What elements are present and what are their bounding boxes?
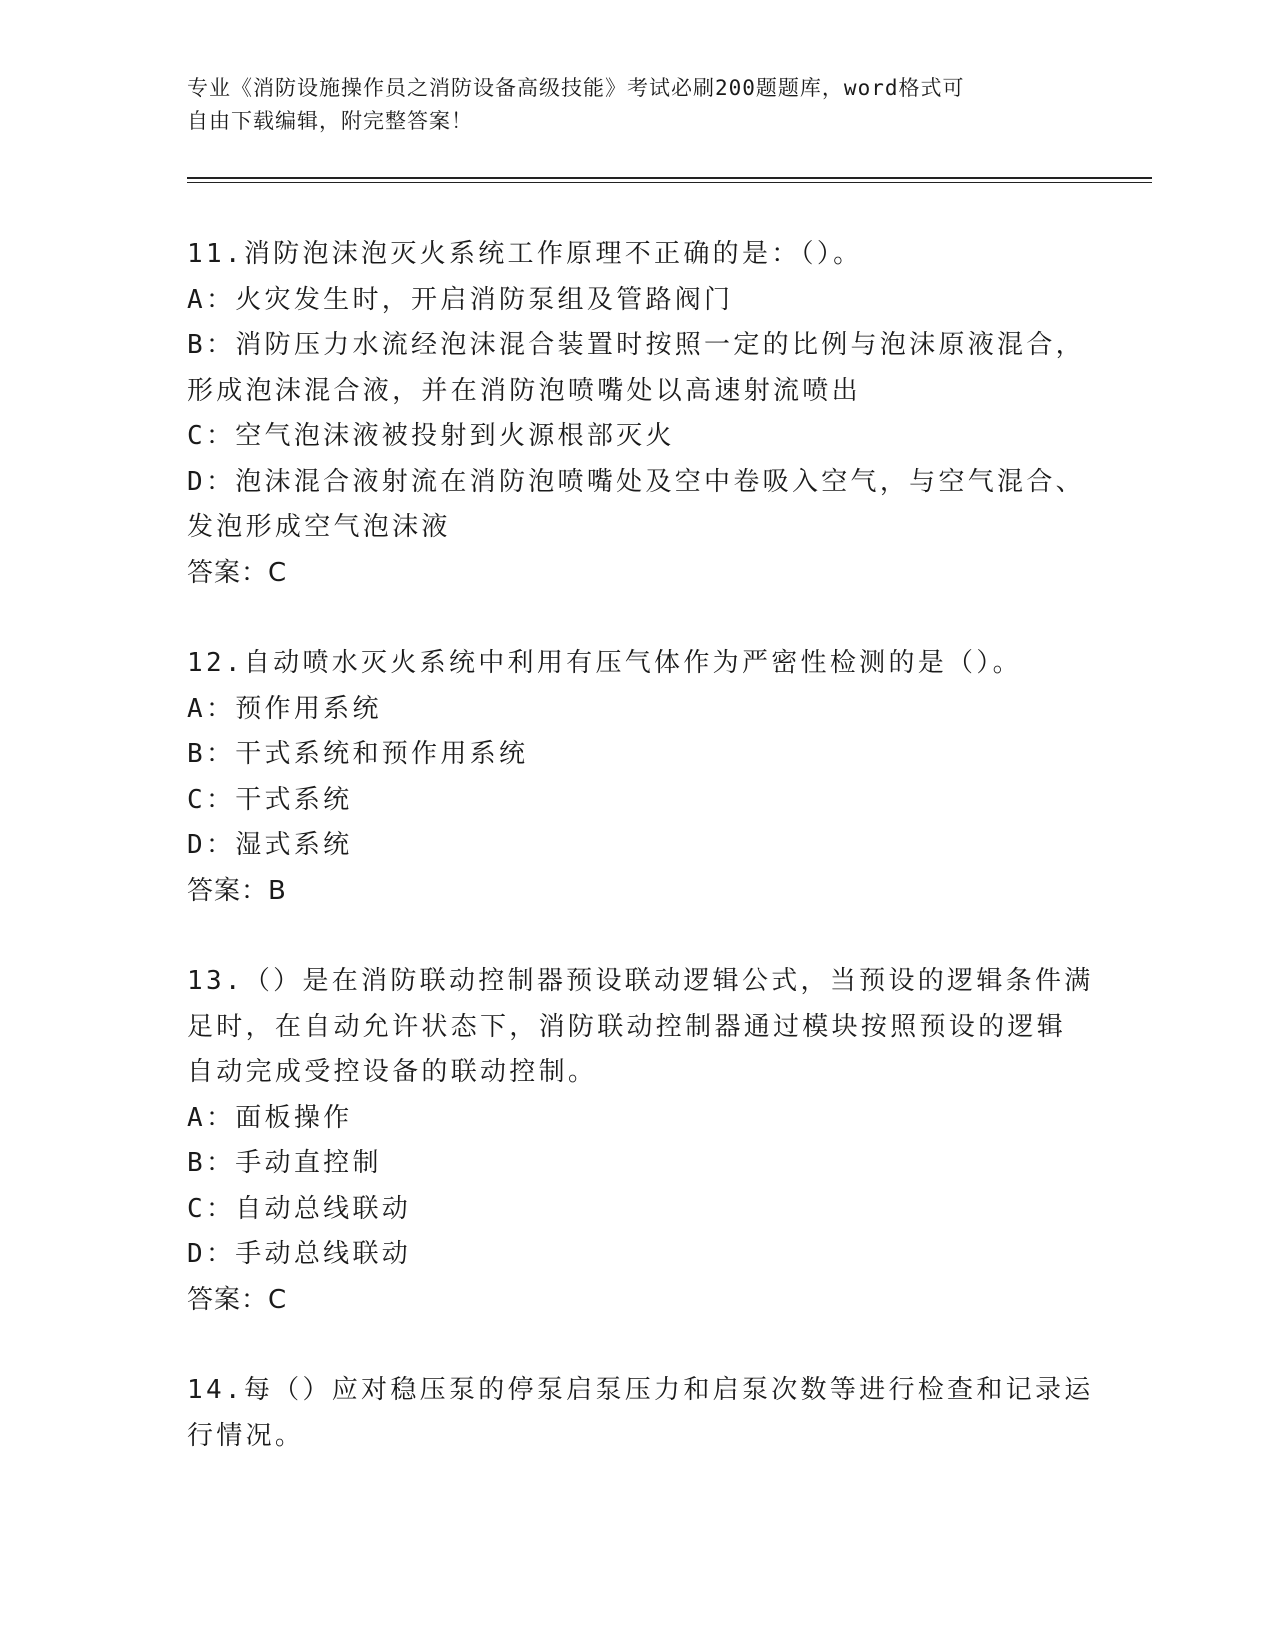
header-divider-thick bbox=[187, 177, 1152, 179]
header-line-1: 专业《消防设施操作员之消防设备高级技能》考试必刷200题题库，word格式可 bbox=[187, 76, 965, 100]
option-a: A：火灾发生时，开启消防泵组及管路阀门 bbox=[187, 284, 734, 315]
answer-label: 答案：C bbox=[187, 557, 288, 588]
answer-label: 答案：B bbox=[187, 875, 287, 906]
question-12 bbox=[187, 641, 1087, 914]
option-b-continued: 形成泡沫混合液，并在消防泡喷嘴处以高速射流喷出 bbox=[187, 375, 861, 406]
option-c: C：空气泡沫液被投射到火源根部灭火 bbox=[187, 421, 675, 451]
question-stem: 12.自动喷水灭火系统中利用有压气体作为严密性检测的是（）。 bbox=[187, 648, 1022, 678]
question-stem-continued: 足时，在自动允许状态下，消防联动控制器通过模块按照预设的逻辑 bbox=[187, 1011, 1067, 1042]
question-stem: 11.消防泡沫泡灭火系统工作原理不正确的是：（）。 bbox=[187, 239, 863, 269]
option-b: B：手动直控制 bbox=[187, 1148, 382, 1178]
question-stem-continued: 行情况。 bbox=[187, 1420, 305, 1451]
option-d: D：湿式系统 bbox=[187, 830, 353, 860]
question-13 bbox=[187, 959, 1094, 1323]
header-divider-thin bbox=[187, 182, 1152, 183]
question-list bbox=[187, 232, 1094, 1504]
question-stem: 13.（）是在消防联动控制器预设联动逻辑公式，当预设的逻辑条件满 bbox=[187, 966, 1094, 996]
option-d-continued: 发泡形成空气泡沫液 bbox=[187, 512, 451, 542]
header-line-2: 自由下载编辑，附完整答案！ bbox=[187, 109, 473, 133]
question-stem: 14.每（）应对稳压泵的停泵启泵压力和启泵次数等进行检查和记录运 bbox=[187, 1375, 1094, 1405]
option-d: D：泡沫混合液射流在消防泡喷嘴处及空中卷吸入空气，与空气混合、 bbox=[187, 466, 1085, 497]
option-b: B：消防压力水流经泡沫混合装置时按照一定的比例与泡沫原液混合， bbox=[187, 330, 1085, 360]
option-d: D：手动总线联动 bbox=[187, 1239, 412, 1269]
question-stem-continued: 自动完成受控设备的联动控制。 bbox=[187, 1057, 598, 1087]
option-c: C：自动总线联动 bbox=[187, 1193, 412, 1224]
option-c: C：干式系统 bbox=[187, 784, 353, 815]
document-header bbox=[187, 72, 1067, 138]
question-14 bbox=[187, 1368, 1094, 1459]
answer-label: 答案：C bbox=[187, 1284, 288, 1315]
option-a: A：预作用系统 bbox=[187, 693, 382, 724]
option-b: B：干式系统和预作用系统 bbox=[187, 739, 529, 769]
option-a: A：面板操作 bbox=[187, 1102, 353, 1133]
question-11 bbox=[187, 232, 1087, 596]
